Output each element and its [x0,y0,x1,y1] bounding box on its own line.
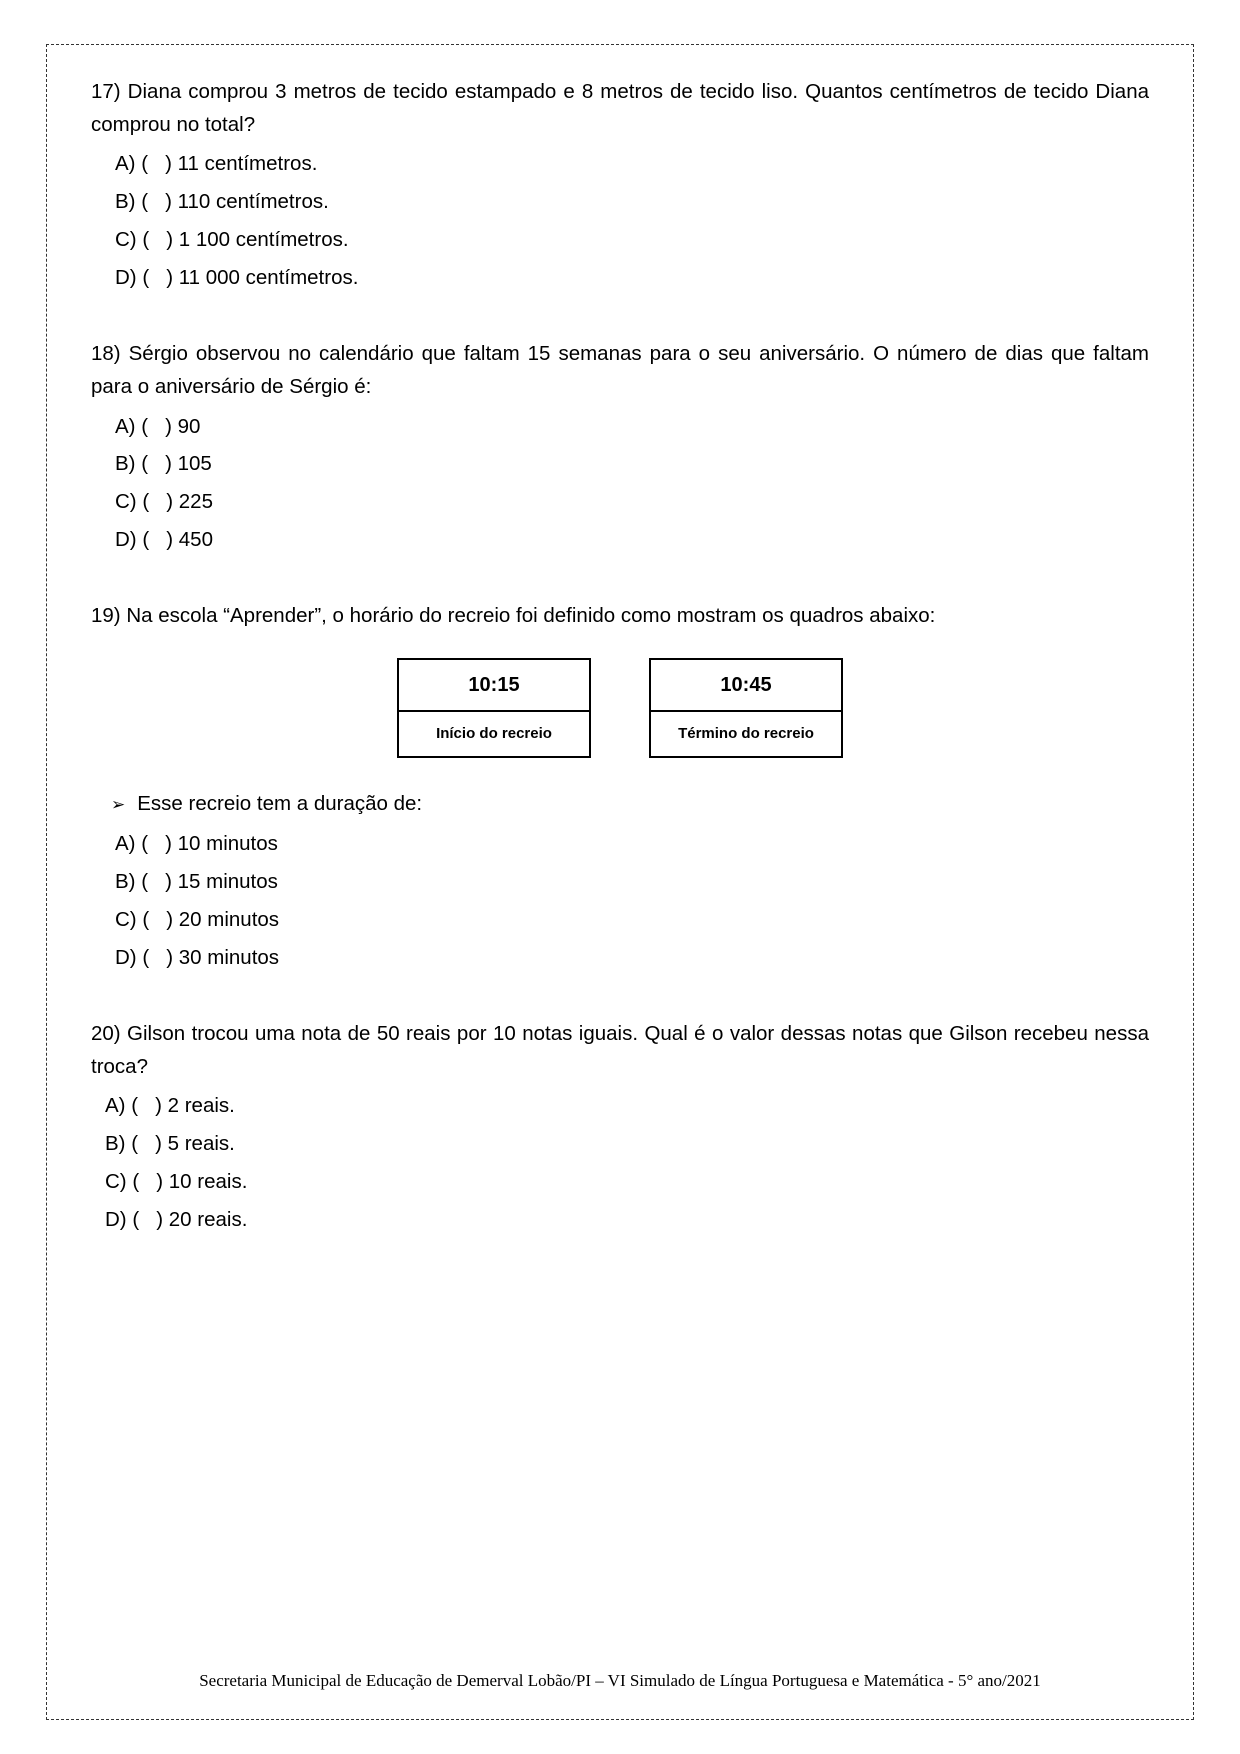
question-18 [91,337,1149,559]
option-item[interactable]: A) ( ) 90 [115,414,201,438]
recess-start-caption: Início do recreio [436,725,552,743]
option-item[interactable]: D) ( ) 20 reais. [105,1208,248,1232]
recess-time-boxes [91,658,1149,758]
option-item[interactable]: A) ( ) 11 centímetros. [115,152,318,176]
page-footer: Secretaria Municipal de Educação de Demerval Lobão/PI – VI Simulado de Língua Portuguesa e Matemática - 5° ano/2021 [199,1671,1041,1690]
option-item[interactable]: C) ( ) 10 reais. [105,1170,248,1194]
question-19-subprompt [91,788,1149,821]
option-item[interactable]: A) ( ) 10 minutos [115,832,278,856]
option-item[interactable]: A) ( ) 2 reais. [105,1094,235,1118]
question-20 [91,1017,1149,1239]
option-item[interactable]: B) ( ) 110 centímetros. [115,190,329,214]
question-19-text: 19) Na escola “Aprender”, o horário do recreio foi definido como mostram os quadros abaixo: [91,604,936,628]
question-19-subprompt-text: Esse recreio tem a duração de: [137,792,423,816]
question-17 [91,75,1149,297]
question-19-options [91,825,1149,977]
option-item[interactable]: C) ( ) 225 [115,490,213,514]
recess-end-box [649,658,843,758]
option-item[interactable]: B) ( ) 15 minutos [115,870,278,894]
question-18-options [91,408,1149,560]
recess-end-caption: Término do recreio [678,725,814,743]
arrow-bullet-icon: ➢ [111,795,126,815]
option-item[interactable]: D) ( ) 11 000 centímetros. [115,266,359,290]
question-20-text: 20) Gilson trocou uma nota de 50 reais por 10 notas iguais. Qual é o valor dessas notas que Gilson recebeu nessa troca? [91,1021,1149,1079]
document-content [91,75,1149,1239]
option-item[interactable]: C) ( ) 1 100 centímetros. [115,228,349,252]
question-20-options [91,1087,1149,1239]
option-item[interactable]: B) ( ) 105 [115,452,212,476]
question-17-options [91,145,1149,297]
question-17-text: 17) Diana comprou 3 metros de tecido estampado e 8 metros de tecido liso. Quantos centímetros de tecido Diana comprou no total? [91,80,1149,137]
page-border-frame [46,44,1194,1720]
recess-start-box [397,658,591,758]
question-18-text: 18) Sérgio observou no calendário que faltam 15 semanas para o seu aniversário. O número de dias que faltam para o aniversário de Sérgio é: [91,342,1149,399]
option-item[interactable]: B) ( ) 5 reais. [105,1132,235,1156]
question-19 [91,599,1149,977]
option-item[interactable]: C) ( ) 20 minutos [115,908,280,932]
recess-end-time: 10:45 [651,660,841,712]
option-item[interactable]: D) ( ) 450 [115,528,213,552]
option-item[interactable]: D) ( ) 30 minutos [115,945,280,969]
recess-start-time: 10:15 [399,660,589,712]
